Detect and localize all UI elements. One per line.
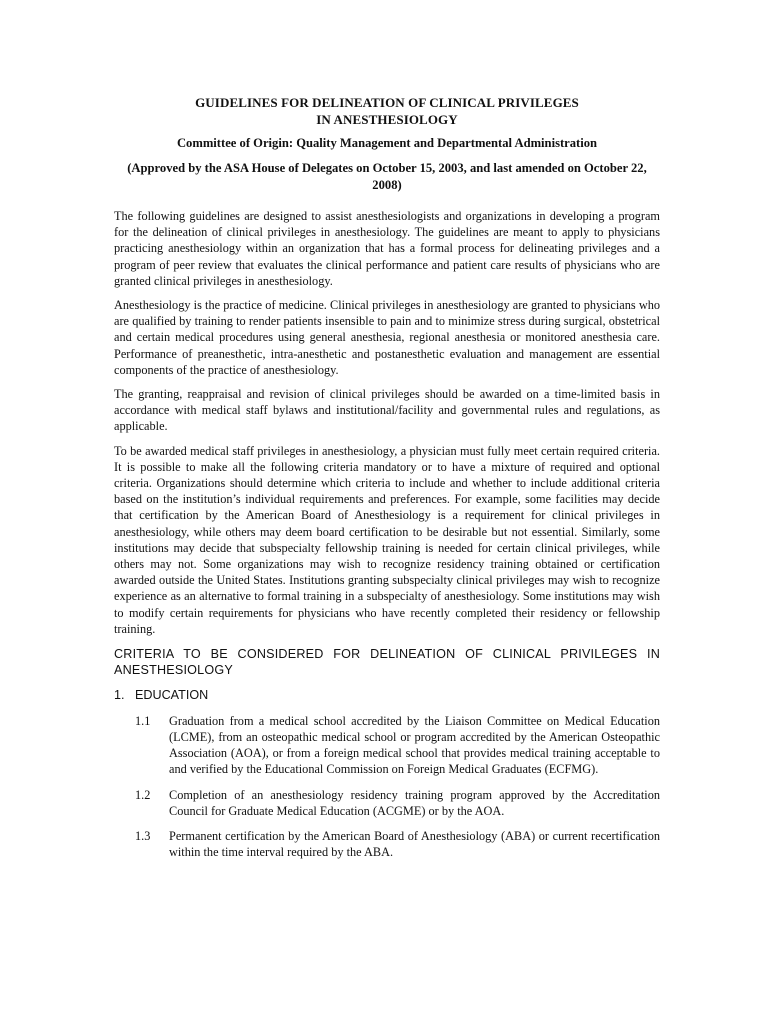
- paragraph-definition: Anesthesiology is the practice of medicine. Clinical privileges in anesthesiology are granted to physicians who are qualified by training to render patients insensible to pain and to minimize stress during surgical, obstetrical and certain medical procedures using general anesthesia, regional anesthesia or monitored anesthesia care. Performance of preanesthetic, intra-anesthetic and postanesthetic evaluation and management are essential components of the practice of anesthesiology.: [114, 298, 660, 377]
- section-number: 1.: [114, 688, 125, 703]
- item-number: 1.1: [135, 713, 151, 728]
- list-item: [135, 713, 660, 778]
- item-number: 1.2: [135, 787, 151, 802]
- criteria-heading: CRITERIA TO BE CONSIDERED FOR DELINEATION OF CLINICAL PRIVILEGES IN ANESTHESIOLOGY: [114, 647, 660, 678]
- item-number: 1.3: [135, 828, 151, 843]
- list-item: [135, 828, 660, 860]
- paragraph-criteria: To be awarded medical staff privileges in anesthesiology, a physician must fully meet certain required criteria. It is possible to make all the following criteria mandatory or to have a mixture of required and optional criteria. Organizations should determine which criteria to include and whether to include additional criteria based on the institution’s individual requirements and preferences. For example, some facilities may decide that certification by the American Board of Anesthesiology is a requirement for clinical privileges in anesthesiology, while others may deem board certification to be desirable but not essential. Similarly, some institutions may decide that subspecialty fellowship training is needed for certain clinical privileges, while others may not. Some organizations may wish to recognize residency training obtained or certification awarded outside the United States. Institutions granting subspecialty clinical privileges may wish to recognize experience as an alternative to formal training in a subspecialty of anesthesiology. Some institutions may wish to modify certain requirements for physicians who have recently completed their residency or fellowship training.: [114, 443, 660, 636]
- item-text: Completion of an anesthesiology residency training program approved by the Accreditation Council for Graduate Medical Education (ACGME) or by the AOA.: [169, 787, 660, 818]
- committee-of-origin: Committee of Origin: Quality Management and Departmental Administration: [176, 136, 598, 150]
- paragraph-granting: The granting, reappraisal and revision of clinical privileges should be awarded on a time-limited basis in accordance with medical staff bylaws and institutional/facility and governmental rules and regulations, as applicable.: [114, 387, 660, 434]
- document-title-line-1: GUIDELINES FOR DELINEATION OF CLINICAL PRIVILEGES: [195, 95, 579, 110]
- section-heading-education: [114, 687, 660, 703]
- item-text: Permanent certification by the American Board of Anesthesiology (ABA) or current recertification within the time interval required by the ABA.: [169, 828, 660, 860]
- section-title: EDUCATION: [135, 688, 209, 703]
- document-title-line-2: IN ANESTHESIOLOGY: [316, 112, 458, 127]
- item-text: Graduation from a medical school accredited by the Liaison Committee on Medical Education (LCME), from an osteopathic medical school or program accredited by the American Osteopathic Association (AOA), or from a foreign medical school that provides medical training acceptable to and verified by the Educational Commission on Foreign Medical Graduates (ECFMG).: [169, 713, 660, 777]
- approval-note: (Approved by the ASA House of Delegates on October 15, 2003, and last amended on October 22, 2008): [127, 161, 647, 192]
- paragraph-intro: The following guidelines are designed to assist anesthesiologists and organizations in developing a program for the delineation of clinical privileges in anesthesiology. The guidelines are meant to apply to physicians practicing anesthesiology within an organization that has a formal process for delineating privileges and a program of peer review that evaluates the clinical performance and patient care results of physicians who are granted clinical privileges in anesthesiology.: [114, 209, 660, 288]
- list-item: [135, 787, 660, 819]
